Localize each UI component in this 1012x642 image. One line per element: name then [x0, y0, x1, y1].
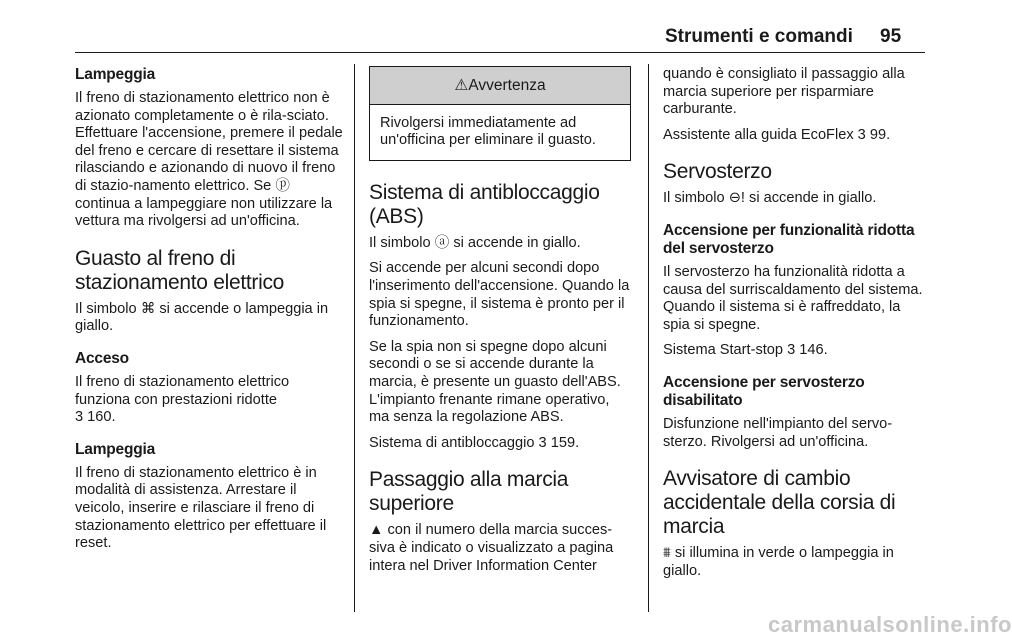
shift-continued-text: quando è consigliato il passaggio alla marcia superiore per risparmiare carburante.	[663, 66, 905, 118]
abs-symbol-text: Il simbolo ⓐ si accende in giallo.	[369, 234, 581, 251]
servo-text: Il simbolo ⊖! si accende in giallo.	[663, 190, 877, 207]
lane-text: ⩩ si illumina in verde o lampeggia in giallo.	[663, 545, 894, 579]
servo-heading: Servosterzo	[663, 160, 772, 184]
watermark: carmanualsonline.info	[768, 612, 1012, 637]
acceso-heading: Acceso	[75, 349, 129, 367]
column-1	[75, 66, 347, 561]
acceso-page-ref[interactable]: 3 160.	[75, 409, 116, 426]
disabled-text: Disfunzione nell'impianto del servo-sterzo. Rivolgersi ad un'officina.	[663, 415, 893, 450]
warning-triangle-icon: ⚠	[454, 77, 469, 94]
warning-body: Rivolgersi immediatamente ad un'officina per eliminare il guasto.	[380, 114, 596, 149]
reduced-heading: Accensione per funzionalità ridotta del servosterzo	[663, 221, 915, 257]
column-divider-2	[648, 64, 649, 612]
warning-header	[370, 67, 630, 105]
lampeggia-heading: Lampeggia	[75, 66, 156, 83]
lane-heading: Avvisatore di cambio accidentale della corsia di marcia	[663, 467, 896, 539]
acceso-body: Il freno di stazionamento elettrico funziona con prestazioni ridotte	[75, 373, 290, 408]
reduced-text: Il servosterzo ha funzionalità ridotta a causa del surriscaldamento del sistema. Quando il sistema si è raffreddato, la spia si spegne.	[663, 263, 923, 333]
acceso-text	[75, 374, 347, 427]
abs-page-ref[interactable]: Sistema di antibloccaggio 3 159.	[369, 434, 580, 451]
ecoflex-page-ref[interactable]: Assistente alla guida EcoFlex 3 99.	[663, 126, 891, 143]
lampeggia2-text: Il freno di stazionamento elettrico è in modalità di assistenza. Arrestare il veicolo, inserire e rilasciare il freno di stazionamento elettrico per effettuare il reset.	[75, 464, 327, 552]
abs-heading: Sistema di antibloccaggio (ABS)	[369, 180, 600, 228]
column-2	[369, 66, 631, 583]
lampeggia-text: Il freno di stazionamento elettrico non è azionato completamente o è rila-sciato. Effettuare l'accensione, premere il pedale del freno e cercare di resettare il sistema rilasciando e azionando di nuovo il freno di stazio-namento elettrico. Se ⓟ continua a lampeggiare non utilizzare la vettura ma rivolgersi ad un'officina.	[75, 90, 343, 230]
column-divider-1	[354, 64, 355, 612]
shift-heading: Passaggio alla marcia superiore	[369, 468, 569, 516]
abs-fault-text: Se la spia non si spegne dopo alcuni secondi o se si accende durante la marcia, è presente un guasto dell'ABS. L'impianto frenante rimane operativo, ma senza la regolazione ABS.	[369, 338, 621, 426]
column-3	[663, 66, 925, 588]
page-number: 95	[880, 26, 902, 47]
header-divider	[75, 52, 925, 53]
warning-title: Avvertenza	[468, 77, 546, 94]
shift-text: ▲ con il numero della marcia succes-siva è indicato o visualizzato a pagina intera nel Driver Information Center	[369, 522, 614, 574]
section-title: Strumenti e comandi	[665, 26, 853, 47]
disabled-heading: Accensione per servosterzo disabilitato	[663, 373, 865, 409]
abs-startup-text: Si accende per alcuni secondi dopo l'inserimento dell'accensione. Quando la spia si spegne, il sistema è pronto per il funzionamento.	[369, 260, 630, 330]
start-stop-page-ref[interactable]: Sistema Start-stop 3 146.	[663, 342, 828, 359]
guasto-text: Il simbolo ⌘ si accende o lampeggia in giallo.	[75, 300, 329, 335]
warning-box	[369, 66, 631, 161]
lampeggia2-heading: Lampeggia	[75, 440, 156, 458]
guasto-heading: Guasto al freno di stazionamento elettrico	[75, 246, 285, 294]
